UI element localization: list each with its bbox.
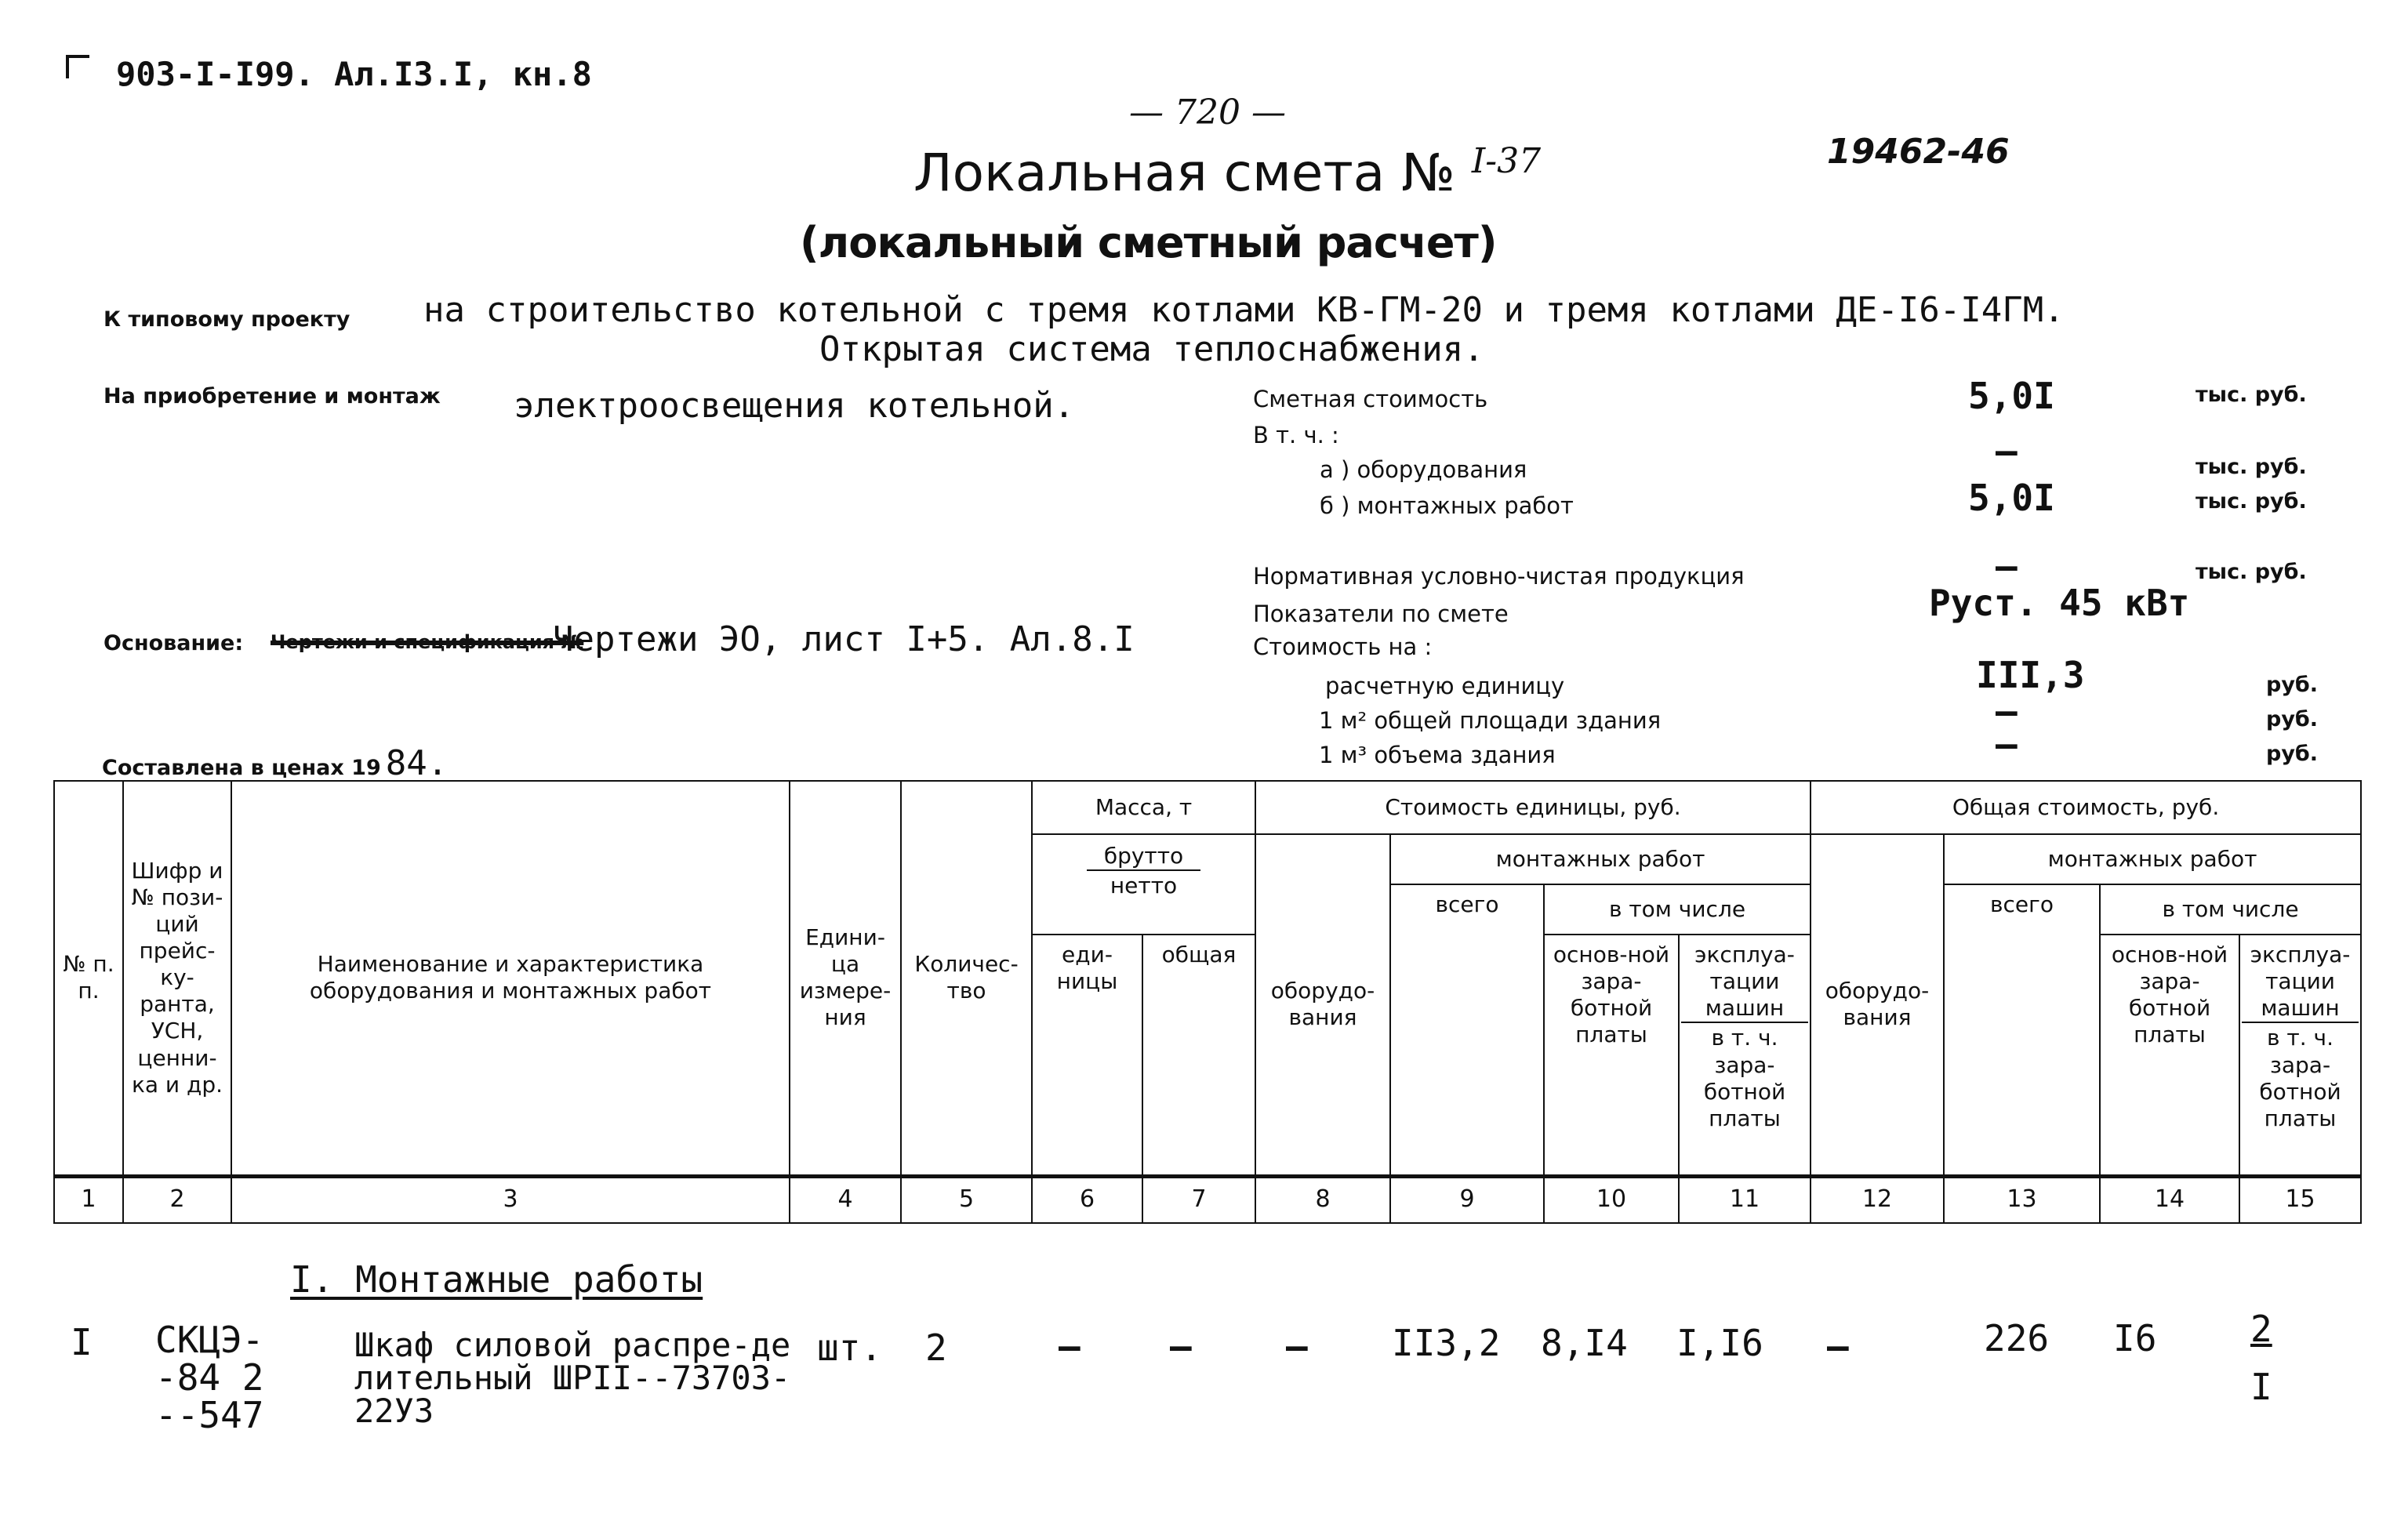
row-equip-cost: – <box>1286 1325 1308 1367</box>
header-machines-wage: в т. ч. зара-ботной платы <box>1681 1022 1808 1132</box>
basis-value: Чертежи ЭО, лист I+5. Ал.8.I <box>553 619 1135 659</box>
header-brutto: брутто <box>1103 843 1184 869</box>
incl-label: В т. ч. : <box>1253 422 1339 448</box>
mount-value: 5,0I <box>1968 477 2055 519</box>
archive-number: 19462-46 <box>1827 132 2010 172</box>
header-total-mount-total: всего <box>1944 884 2100 1176</box>
row-total-machines: 2 <box>2250 1308 2272 1350</box>
equip-unit: тыс. руб. <box>2196 455 2307 479</box>
header-unit: Едини-ца измере-ния <box>790 781 901 1176</box>
column-number: 2 <box>123 1176 231 1223</box>
header-brutto-netto <box>1032 834 1255 935</box>
header-mounting: монтажных работ <box>1390 834 1811 884</box>
page-title-text: Локальная смета № <box>913 143 1455 203</box>
column-number: 3 <box>231 1176 790 1223</box>
header-machines <box>1679 935 1811 1176</box>
estimate-number: I-37 <box>1471 141 1542 181</box>
row-unit: шт. <box>817 1327 883 1369</box>
header-unit-cost: Стоимость единицы, руб. <box>1255 781 1811 834</box>
header-total-machines-text: эксплуа-тации машин <box>2250 942 2351 1022</box>
volume-unit: руб. <box>2266 742 2319 766</box>
norm-unit: тыс. руб. <box>2196 560 2307 584</box>
row-total-machines-wage: I <box>2250 1366 2272 1408</box>
row-code: СКЦЭ--84 2--547 <box>155 1319 264 1436</box>
header-mass-total: общая <box>1142 935 1255 1176</box>
project-line2: Открытая система теплоснабжения. <box>819 329 1484 369</box>
column-number: 10 <box>1544 1176 1679 1223</box>
mount-unit: тыс. руб. <box>2196 489 2307 514</box>
row-mass-total: – <box>1170 1325 1192 1367</box>
header-total-cost: Общая стоимость, руб. <box>1811 781 2361 834</box>
page-subtitle: (локальный сметный расчет) <box>800 218 1497 267</box>
row-name: Шкаф силовой распре-делительный ШРII--73703-22УЗ <box>354 1326 791 1430</box>
header-total-machines <box>2239 935 2361 1176</box>
column-number: 15 <box>2239 1176 2361 1223</box>
column-number: 5 <box>901 1176 1032 1223</box>
row-total-mount: 226 <box>1984 1317 2050 1359</box>
column-number: 13 <box>1944 1176 2100 1223</box>
column-number: 14 <box>2100 1176 2239 1223</box>
document-code: 903-I-I99. Ал.I3.I, кн.8 <box>116 55 592 93</box>
column-number: 4 <box>790 1176 901 1223</box>
norm-value: – <box>1996 545 2018 587</box>
row-wage: 8,I4 <box>1541 1322 1628 1364</box>
header-incl: в том числе <box>1544 884 1811 935</box>
area-value: – <box>1996 690 2018 732</box>
basis-struck-text: Чертежи и спецификация № <box>271 631 584 653</box>
section-title: I. Монтажные работы <box>290 1258 703 1301</box>
row-mount-total: II3,2 <box>1392 1322 1501 1364</box>
volume-value: – <box>1996 723 2018 765</box>
indicators-label: Показатели по смете <box>1253 601 1509 627</box>
estimate-table-header <box>53 780 2362 1224</box>
row-total-equip: – <box>1827 1325 1849 1367</box>
prices-label-text: Составлена в ценах 19 <box>102 756 381 780</box>
column-number: 12 <box>1811 1176 1944 1223</box>
basis-label: Основание: <box>104 631 244 655</box>
header-total-machines-wage: в т. ч. зара-ботной платы <box>2242 1022 2359 1132</box>
column-number: 6 <box>1032 1176 1142 1223</box>
header-name: Наименование и характеристика оборудования и монтажных работ <box>231 781 790 1176</box>
row-num: I <box>71 1321 93 1363</box>
header-total-mounting: монтажных работ <box>1944 834 2361 884</box>
column-number: 8 <box>1255 1176 1390 1223</box>
project-line1: на строительство котельной с тремя котлами КВ-ГМ-20 и тремя котлами ДЕ-I6-I4ГМ. <box>423 290 2065 330</box>
header-machines-text: эксплуа-тации машин <box>1694 942 1795 1022</box>
header-qty: Количес-тво <box>901 781 1032 1176</box>
row-total-wage: I6 <box>2113 1317 2157 1359</box>
volume-label: 1 м³ объема здания <box>1319 742 1556 768</box>
area-label: 1 м² общей площади здания <box>1319 707 1662 734</box>
unit-unit: руб. <box>2266 673 2319 697</box>
column-number: 11 <box>1679 1176 1811 1223</box>
unit-label: расчетную единицу <box>1325 673 1565 699</box>
cost-label: Сметная стоимость <box>1253 386 1488 412</box>
indicators-value: Руст. 45 кВт <box>1929 582 2190 624</box>
acquisition-value: электроосвещения котельной. <box>514 386 1075 426</box>
header-num: № п. п. <box>54 781 123 1176</box>
acquisition-label: На приобретение и монтаж <box>104 384 441 408</box>
header-total-wage: основ-ной зара-ботной платы <box>2100 935 2239 1176</box>
column-number: 7 <box>1142 1176 1255 1223</box>
cost-value: 5,0I <box>1968 375 2055 417</box>
norm-label: Нормативная условно-чистая продукция <box>1253 563 1745 590</box>
corner-mark <box>66 55 89 78</box>
cost-on-label: Стоимость на : <box>1253 633 1433 660</box>
area-unit: руб. <box>2266 707 2319 731</box>
page-number: — 720 — <box>1129 93 1286 132</box>
header-wage: основ-ной зара-ботной платы <box>1544 935 1679 1176</box>
column-number: 9 <box>1390 1176 1544 1223</box>
header-equipment: оборудо-вания <box>1255 834 1390 1176</box>
header-mount-total: всего <box>1390 884 1544 1176</box>
prices-year: 84. <box>385 743 449 783</box>
project-label: К типовому проекту <box>104 307 350 332</box>
cost-unit: тыс. руб. <box>2196 383 2307 407</box>
prices-label <box>102 743 448 783</box>
header-mass: Масса, т <box>1032 781 1255 834</box>
header-total-incl: в том числе <box>2100 884 2361 935</box>
page-title <box>913 141 1541 203</box>
header-mass-unit: еди-ницы <box>1032 935 1142 1176</box>
mount-label: б ) монтажных работ <box>1320 492 1574 519</box>
header-code: Шифр и № пози-ций прейс-ку-ранта, УСН, ценни-ка и др. <box>123 781 231 1176</box>
row-qty: 2 <box>925 1327 947 1369</box>
header-total-equipment: оборудо-вания <box>1811 834 1944 1176</box>
column-numbers-row <box>54 1176 2361 1223</box>
equip-label: а ) оборудования <box>1320 456 1527 483</box>
equip-value: – <box>1996 430 2018 472</box>
unit-value: III,3 <box>1976 654 2085 696</box>
header-netto: нетто <box>1087 869 1200 899</box>
row-machines: I,I6 <box>1676 1322 1763 1364</box>
column-number: 1 <box>54 1176 123 1223</box>
row-mass-unit: – <box>1059 1325 1081 1367</box>
